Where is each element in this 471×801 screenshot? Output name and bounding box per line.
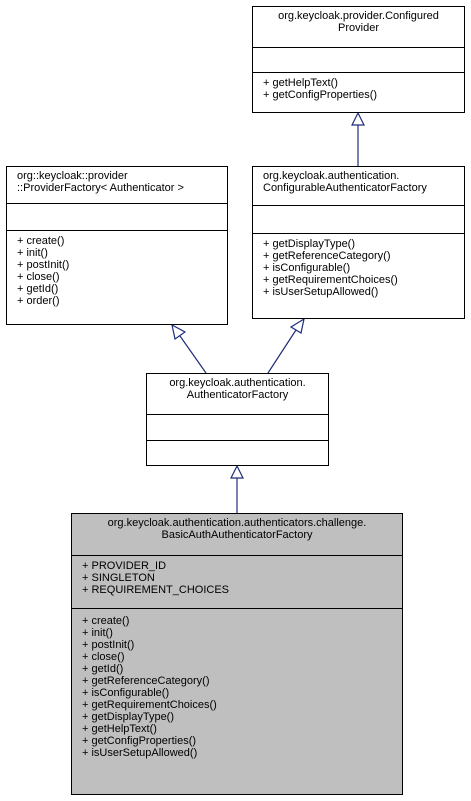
operation: + getHelpText() xyxy=(82,723,157,735)
attributes-section xyxy=(147,414,328,440)
operations-section xyxy=(253,72,464,103)
attributes-section xyxy=(72,555,402,608)
class-provider-factory[interactable] xyxy=(6,166,228,325)
attributes-section xyxy=(253,47,464,72)
attribute: + PROVIDER_ID xyxy=(82,560,167,572)
operation: + getId() xyxy=(82,663,124,675)
operation: + init() xyxy=(17,247,48,259)
operation: + getReferenceCategory() xyxy=(82,675,210,687)
class-name: org.keycloak.authentication. AuthenticatorFactory xyxy=(169,377,306,401)
operations-section xyxy=(147,440,328,465)
operation: + close() xyxy=(82,651,125,663)
operation: + postInit() xyxy=(82,639,135,651)
operation: + isUserSetupAllowed() xyxy=(82,747,198,759)
edge-authenticator-to-configurable xyxy=(268,330,296,373)
operation: + order() xyxy=(17,295,60,307)
operation: + close() xyxy=(17,271,60,283)
attributes-section xyxy=(253,205,464,233)
operation: + getRequirementChoices() xyxy=(263,274,398,286)
operation: + create() xyxy=(17,235,65,247)
operation: + getRequirementChoices() xyxy=(82,699,217,711)
operation: + getHelpText() xyxy=(263,77,338,89)
attribute: + REQUIREMENT_CHOICES xyxy=(82,584,229,596)
arrowhead-configured-provider xyxy=(352,113,364,125)
operation: + isConfigurable() xyxy=(263,262,351,274)
operation: + getDisplayType() xyxy=(263,238,356,250)
operations-section xyxy=(72,608,402,761)
operation: + isUserSetupAllowed() xyxy=(263,286,379,298)
operation: + getConfigProperties() xyxy=(82,735,197,747)
operations-section xyxy=(7,230,227,309)
edge-authenticator-to-providerfactory xyxy=(180,336,206,373)
class-name: org.keycloak.provider.Configured Provider xyxy=(278,10,439,34)
class-configurable-authenticator-factory[interactable] xyxy=(252,166,465,319)
operation: + postInit() xyxy=(17,259,70,271)
arrowhead-configurable-factory xyxy=(291,319,304,333)
arrowhead-authenticator-factory xyxy=(231,466,243,478)
class-name: org::keycloak::provider ::ProviderFactory< Authenticator > xyxy=(17,170,184,194)
operation: + create() xyxy=(82,615,130,627)
operation: + init() xyxy=(82,627,113,639)
class-name: org.keycloak.authentication.authenticators.challenge. BasicAuthAuthenticatorFactory xyxy=(107,517,367,541)
attribute: + SINGLETON xyxy=(82,572,155,584)
operation: + isConfigurable() xyxy=(82,687,170,699)
operation: + getReferenceCategory() xyxy=(263,250,391,262)
operation: + getConfigProperties() xyxy=(263,89,378,101)
class-configured-provider[interactable] xyxy=(252,6,465,113)
operation: + getDisplayType() xyxy=(82,711,175,723)
class-name: org.keycloak.authentication. ConfigurableAuthenticatorFactory xyxy=(263,170,427,194)
class-authenticator-factory[interactable] xyxy=(146,373,329,466)
operations-section xyxy=(253,233,464,300)
attributes-section xyxy=(7,203,227,230)
class-basic-auth-authenticator-factory[interactable] xyxy=(71,513,403,795)
arrowhead-provider-factory xyxy=(172,325,185,339)
operation: + getId() xyxy=(17,283,59,295)
